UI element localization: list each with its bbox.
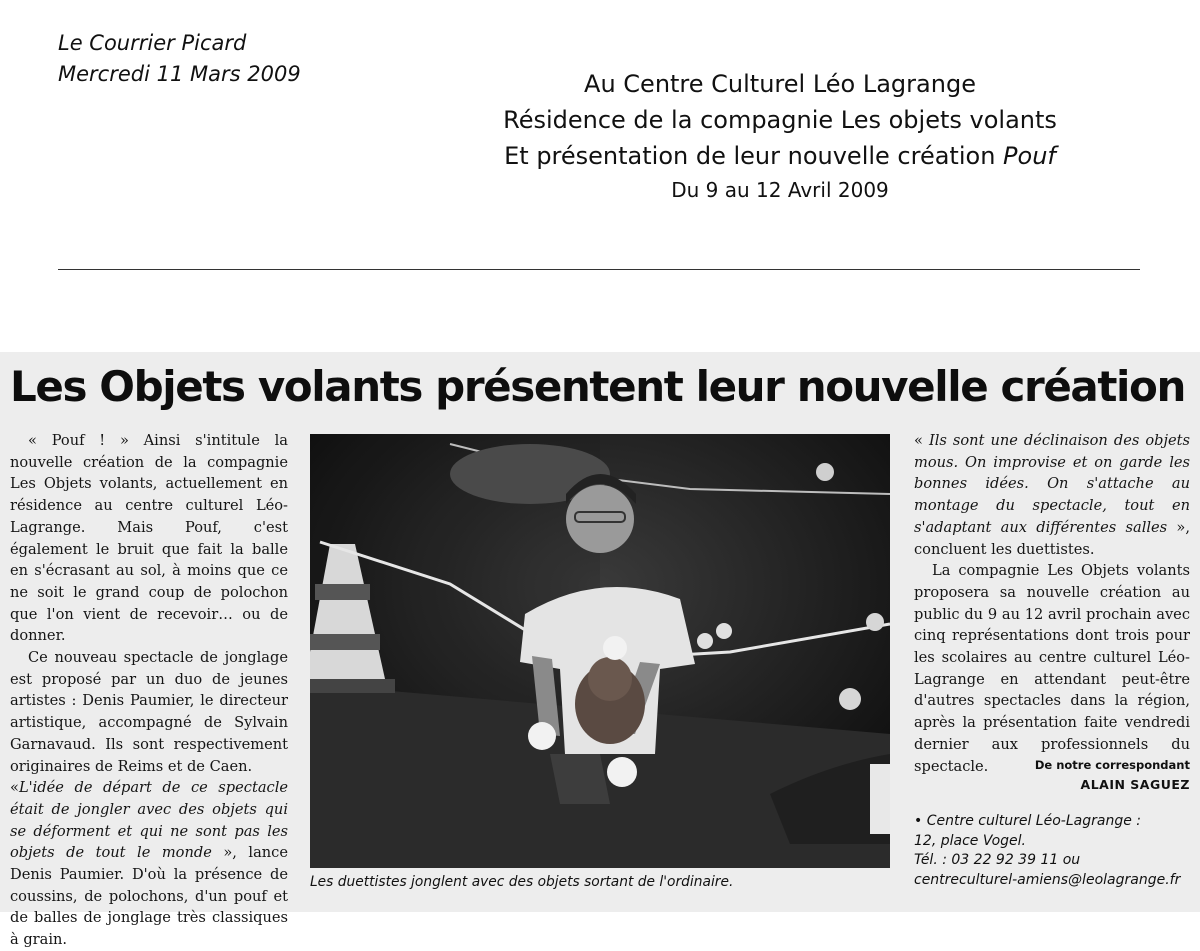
contact-email: centreculturel-amiens@leolagrange.fr bbox=[914, 871, 1181, 888]
quote-close: », concluent les duettistes. bbox=[914, 518, 1190, 558]
article-paragraph: « Pouf ! » Ainsi s'intitule la nouvelle création de la compagnie Les Objets volants, actuellement en résidence au centre culturel Léo-Lagrange. Mais Pouf, c'est également le bruit que fait la balle en s'écrasant au sol, à moins que ce ne soit le grand coup de polochon que l'on vient de recevoir… ou de donner. bbox=[10, 432, 288, 645]
contact-phone: Tél. : 03 22 92 39 11 ou bbox=[914, 852, 1081, 868]
article-paragraph: Ce nouveau spectacle de jonglage est proposé par un duo de jeunes artistes : Denis Paumier, le directeur artistique, accompagné de Sylvain Garnavaud. Ils sont respectivement originaires de Reims et de Caen. bbox=[10, 649, 288, 775]
header-venue: Au Centre Culturel Léo Lagrange bbox=[584, 70, 976, 98]
quote-text: Ils sont une déclinaison des objets mous. On improvise et on garde les bonnes idées. On s'attache au montage du spectacle, tout en s'adaptant aux différentes salles bbox=[914, 432, 1190, 536]
header-residence: Résidence de la compagnie Les objets volants bbox=[503, 106, 1057, 134]
publication-date: Mercredi 11 Mars 2009 bbox=[58, 62, 301, 86]
event-header bbox=[420, 66, 1140, 206]
newspaper-source bbox=[58, 28, 301, 90]
article-column-3 bbox=[914, 430, 1190, 777]
article-paragraph bbox=[10, 777, 288, 951]
newspaper-name: Le Courrier Picard bbox=[58, 31, 247, 55]
article-headline: Les Objets volants présentent leur nouvelle création bbox=[10, 362, 1185, 411]
venue-contact bbox=[914, 812, 1190, 890]
juggler-photo-illustration bbox=[310, 434, 890, 868]
article-column-1 bbox=[10, 430, 288, 951]
quote-close: », lance Denis Paumier. D'où la présence de coussins, de polochons, d'un pouf et de balles de jonglage très classiques à grain. bbox=[10, 844, 288, 949]
contact-venue: • Centre culturel Léo-Lagrange : bbox=[914, 813, 1141, 829]
photo-caption: Les duettistes jonglent avec des objets sortant de l'ordinaire. bbox=[310, 874, 734, 890]
author-credit bbox=[914, 756, 1190, 794]
separator-line bbox=[58, 269, 1140, 270]
article-paragraph: La compagnie Les Objets volants proposera sa nouvelle création au public du 9 au 12 avril prochain avec cinq représentations dont trois pour les scolaires au centre culturel Léo-Lagrange en attendant peut-être d'autres spectacles dans la région, après la présentation faite vendredi dernier aux professionnels du spectacle. bbox=[914, 562, 1190, 775]
contact-address: 12, place Vogel. bbox=[914, 832, 1026, 849]
header-presentation bbox=[420, 138, 1140, 174]
header-dates: Du 9 au 12 Avril 2009 bbox=[671, 178, 889, 202]
header-presentation-text: Et présentation de leur nouvelle création bbox=[504, 142, 996, 170]
quote-open: « bbox=[10, 779, 19, 797]
article-photo bbox=[310, 434, 890, 868]
article-paragraph bbox=[914, 430, 1190, 560]
credit-label: De notre correspondant bbox=[1034, 758, 1190, 772]
show-title: Pouf bbox=[1003, 142, 1056, 170]
quote-text: L'idée de départ de ce spectacle était de jongler avec des objets qui se déforment et qui ne sont pas les objets de tout le monde bbox=[10, 779, 288, 862]
quote-open: « bbox=[914, 432, 929, 449]
author-name: ALAIN SAGUEZ bbox=[1080, 777, 1190, 792]
